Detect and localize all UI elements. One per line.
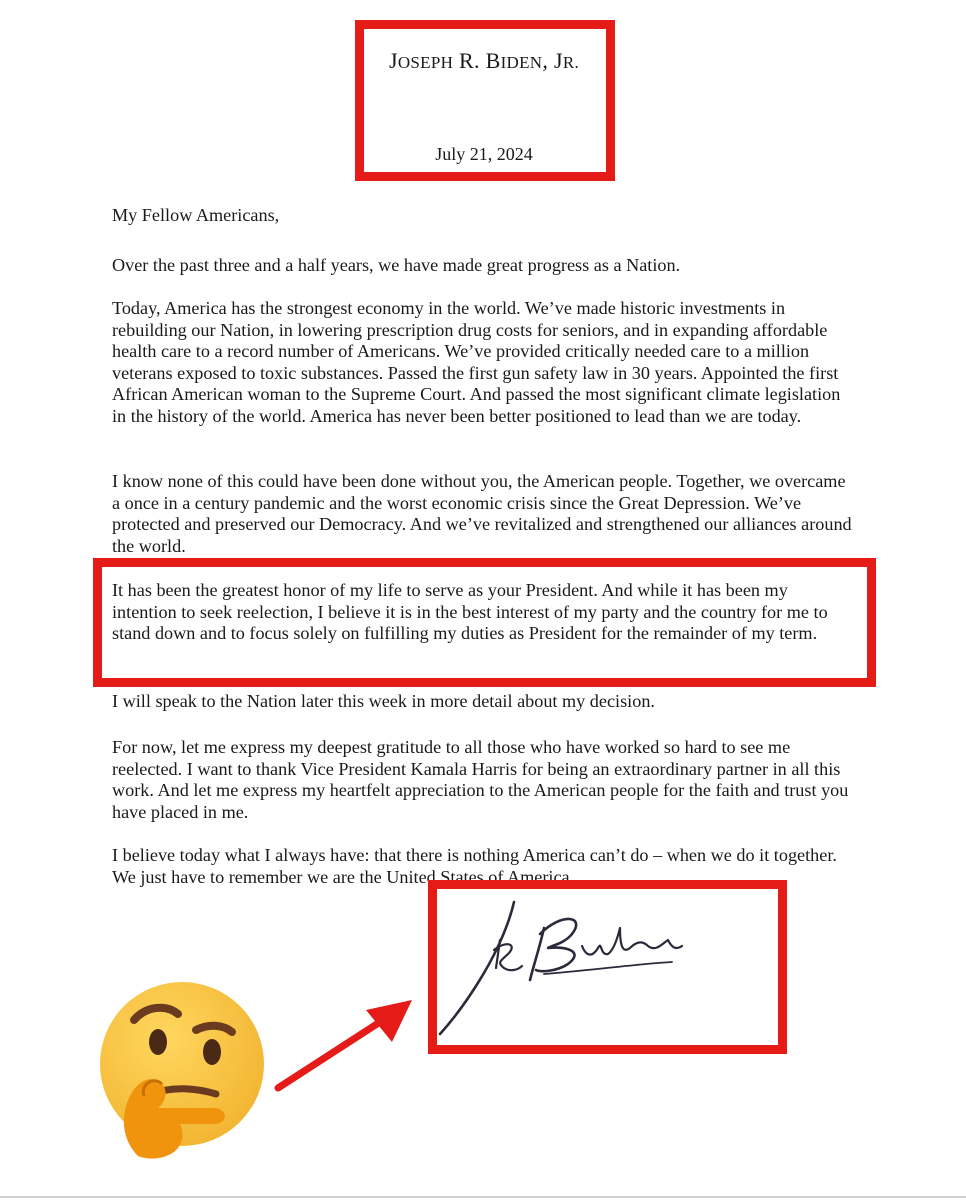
name-r: R.	[562, 53, 580, 72]
bottom-divider	[0, 1196, 966, 1198]
name-oseph: OSEPH	[397, 53, 454, 72]
paragraph-economy: Today, America has the strongest economy in the world. We’ve made historic investments in rebuilding our Nation, in lowering prescription drug costs for seniors, and in expanding affordable health care to a record number of Americans. We’ve provided critically needed care to a million veterans exposed to toxic substances. Passed the first gun safety law in 30 years. Appointed the first African American woman to the Supreme Court. And passed the most significant climate legislation in the history of the world. America has never been better positioned to lead than we are today.	[112, 298, 841, 426]
paragraph-progress: Over the past three and a half years, we have made great progress as a Nation.	[112, 255, 681, 275]
letterhead-name: JOSEPH R. BIDEN, JR.	[388, 48, 580, 73]
paragraph-stand-down: It has been the greatest honor of my life to serve as your President. And while it has been my intention to seek reelection, I believe it is in the best interest of my party and the country for me to stand down and to focus solely on fulfilling my duties as President for the remainder of my term.	[112, 580, 828, 643]
salutation: My Fellow Americans,	[112, 205, 280, 225]
initial-j: J	[388, 48, 398, 73]
initial-r: R	[458, 48, 474, 73]
name-iden: IDEN	[500, 53, 543, 72]
paragraph-american-people: I know none of this could have been done without you, the American people. Together, we overcame a once in a century pandemic and the worst economic crisis since the Great Depression. We’ve protected and preserved our Democracy. And we’ve revitalized and strengthened our alliances around the world.	[112, 471, 852, 556]
highlight-box-letterhead	[355, 20, 615, 181]
highlight-box-paragraph	[93, 558, 876, 687]
letter-date: July 21, 2024	[435, 144, 533, 164]
initial-j2: J	[553, 48, 563, 73]
thinking-face-icon	[96, 980, 268, 1160]
paragraph-speak: I will speak to the Nation later this week in more detail about my decision.	[112, 691, 655, 711]
paragraph-closing: I believe today what I always have: that there is nothing America can’t do – when we do it together. We just have to remember we are the United States of America.	[112, 845, 837, 887]
arrow-icon	[270, 990, 420, 1095]
paragraph-gratitude: For now, let me express my deepest gratitude to all those who have worked so hard to see me reelected. I want to thank Vice President Kamala Harris for being an extraordinary partner in all this work. And let me express my heartfelt appreciation to the American people for the faith and trust you have placed in me.	[112, 737, 849, 822]
initial-b: B	[485, 48, 501, 73]
highlight-box-signature	[428, 880, 787, 1054]
